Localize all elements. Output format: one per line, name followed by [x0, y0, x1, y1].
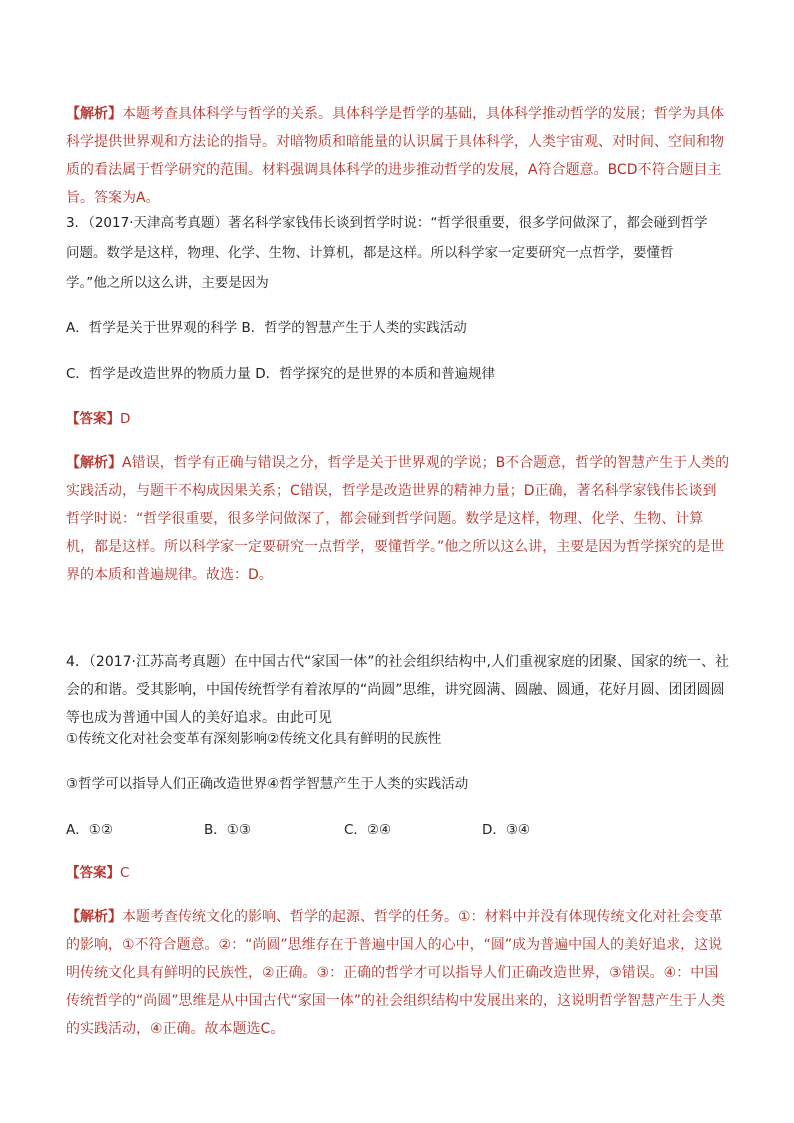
analysis-label: 【解析】 — [66, 909, 122, 925]
analysis-paragraph-1 — [66, 100, 730, 212]
question-4-option-b: B．①③ — [204, 822, 251, 838]
answer-label: 【答案】 — [66, 865, 120, 881]
question-3-answer — [66, 409, 130, 429]
question-4-option-c: C．②④ — [344, 822, 392, 838]
analysis-text: 本题考查传统文化的影响、哲学的起源、哲学的任务。①：材料中并没有体现传统文化对社会变革的影响，①不符合题意。②：“尚圆”思维存在于普遍中国人的心中，“圆”成为普遍中国人的美好追求，这说明传统文化具有鲜明的民族性，②正确。③：正确的哲学才可以指导人们正确改造世界，③错误。④：中国传统哲学的“尚圆”思维是从中国古代“家国一体”的社会组织结构中发展出来的，这说明哲学智慧产生于人类的实践活动，④正确。故本题选C。 — [66, 909, 726, 1037]
question-4-analysis — [66, 903, 730, 1043]
question-3-stem-line-3: 学。”他之所以这么讲，主要是因为 — [66, 275, 269, 291]
question-4-statements-line-2: ③哲学可以指导人们正确改造世界④哲学智慧产生于人类的实践活动 — [66, 776, 469, 792]
analysis-text: 本题考查具体科学与哲学的关系。具体科学是哲学的基础，具体科学推动哲学的发展；哲学为具体科学提供世界观和方法论的指导。对暗物质和暗能量的认识属于具体科学，人类宇宙观、对时间、空间和物质的看法属于哲学研究的范围。材料强调具体科学的进步推动哲学的发展，A符合题意。BCD不符合题目主旨。答案为A。 — [66, 106, 724, 206]
analysis-label: 【解析】 — [66, 106, 122, 122]
question-4-answer — [66, 863, 129, 883]
question-3-stem-line-1: 3．（2017·天津高考真题）著名科学家钱伟长谈到哲学时说：“哲学很重要，很多学问做深了，都会碰到哲学 — [66, 215, 708, 231]
answer-value: D — [120, 411, 131, 427]
question-3-analysis — [66, 449, 730, 589]
answer-value: C — [120, 865, 130, 881]
question-3-options-line-2: C．哲学是改造世界的物质力量 D．哲学探究的是世界的本质和普遍规律 — [66, 366, 496, 382]
question-3-options-line-1: A．哲学是关于世界观的科学 B．哲学的智慧产生于人类的实践活动 — [66, 320, 467, 336]
question-4-statements-line-1: ①传统文化对社会变革有深刻影响②传统文化具有鲜明的民族性 — [66, 731, 442, 747]
analysis-label: 【解析】 — [66, 455, 122, 471]
question-4-option-a: A．①② — [66, 822, 113, 838]
analysis-text: A错误，哲学有正确与错误之分，哲学是关于世界观的学说；B不合题意，哲学的智慧产生于人类的实践活动，与题干不构成因果关系；C错误，哲学是改造世界的精神力量；D正确，著名科学家钱伟长谈到哲学时说：“哲学很重要，很多学问做深了，都会碰到哲学问题。数学是这样，物理、化学、生物、计算机，都是这样。所以科学家一定要研究一点哲学，要懂哲学。”他之所以这么讲，主要是因为哲学探究的是世界的本质和普遍规律。故选：D。 — [66, 455, 730, 583]
question-4-option-d: D．③④ — [482, 822, 531, 838]
question-4-stem: 4．（2017·江苏高考真题）在中国古代“家国一体”的社会组织结构中,人们重视家庭的团聚、国家的统一、社会的和谐。受其影响，中国传统哲学有着浓厚的“尚圆”思维，讲究圆满、圆融、圆通，花好月圆、团团圆圆等也成为普通中国人的美好追求。由此可见 — [66, 654, 729, 726]
answer-label: 【答案】 — [66, 411, 120, 427]
question-3-stem-line-2: 问题。数学是这样，物理、化学、生物、计算机，都是这样。所以科学家一定要研究一点哲学，要懂哲 — [66, 245, 674, 261]
